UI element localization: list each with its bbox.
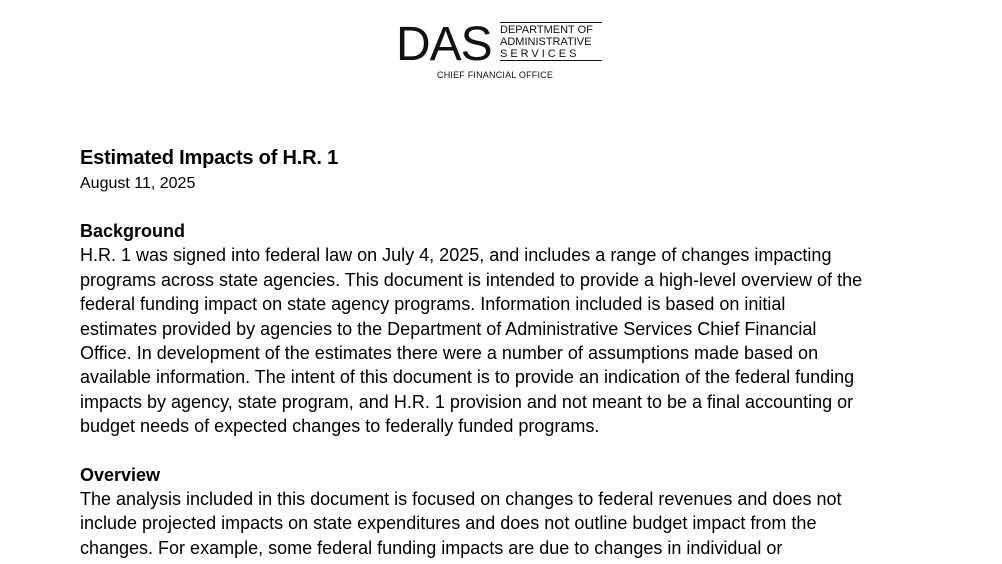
background-line: impacts by agency, state program, and H.R. 1 provision and not meant to be a final accounting or <box>80 391 854 412</box>
background-heading: Background <box>80 221 186 241</box>
background-line: H.R. 1 was signed into federal law on July 4, 2025, and includes a range of changes impacting <box>80 245 832 266</box>
background-line: estimates provided by agencies to the Department of Administrative Services Chief Financial <box>80 318 817 339</box>
background-paragraph <box>80 243 940 438</box>
background-line: budget needs of expected changes to federally funded programs. <box>80 416 600 437</box>
section-spacer <box>80 439 940 463</box>
overview-line: changes. For example, some federal funding impacts are due to changes in individual or <box>80 537 783 558</box>
document-date: August 11, 2025 <box>80 175 196 192</box>
background-line: available information. The intent of this document is to provide an indication of the federal funding <box>80 367 855 388</box>
das-logo <box>396 20 606 84</box>
overview-line: include projected impacts on state expenditures and does not outline budget impact from the <box>80 513 817 534</box>
background-line: Office. In development of the estimates there were a number of assumptions made based on <box>80 343 819 364</box>
document-title: Estimated Impacts of H.R. 1 <box>80 147 338 169</box>
background-line: programs across state agencies. This document is intended to provide a high-level overview of the <box>80 269 863 290</box>
logo-line-services: SERVICES <box>500 48 580 60</box>
logo-line-department: DEPARTMENT OF <box>500 24 593 36</box>
overview-heading: Overview <box>80 464 161 485</box>
overview-line: The analysis included in this document is focused on changes to federal revenues and does not <box>80 489 842 510</box>
logo-department-block <box>500 22 602 61</box>
logo-line-administrative: ADMINISTRATIVE <box>500 36 592 48</box>
logo-subtitle: CHIEF FINANCIAL OFFICE <box>437 70 554 80</box>
section-spacer <box>80 197 940 219</box>
document-body <box>80 145 940 560</box>
overview-paragraph <box>80 487 940 560</box>
background-line: federal funding impact on state agency programs. Information included is based on initial <box>80 294 786 315</box>
logo-acronym: DAS <box>396 18 492 71</box>
